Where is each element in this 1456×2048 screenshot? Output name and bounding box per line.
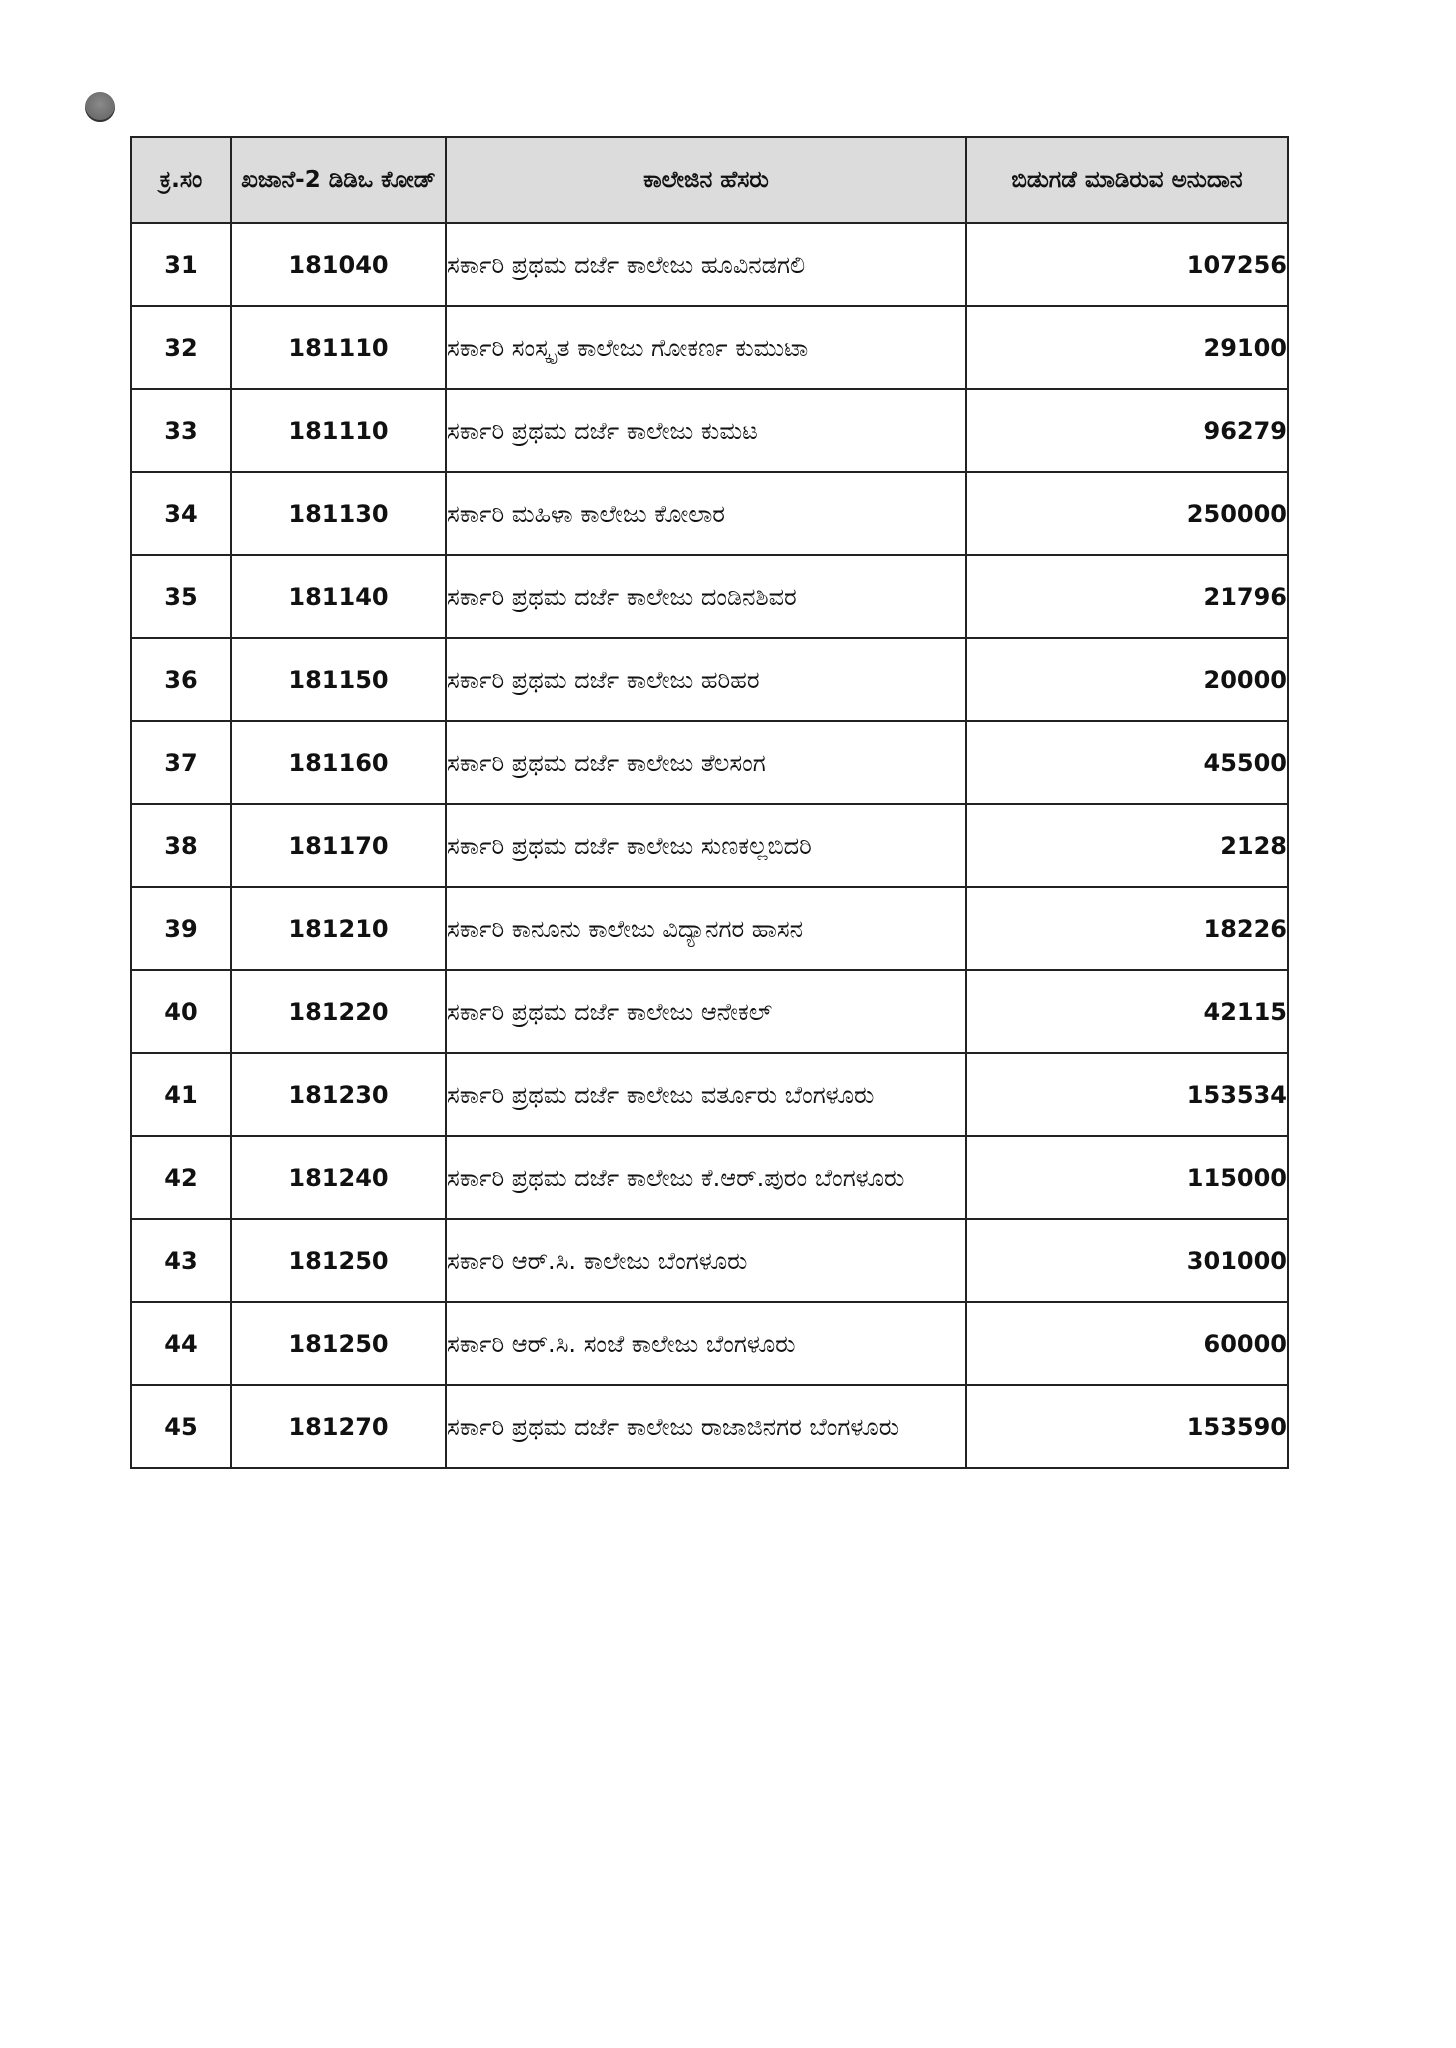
header-sno: ಕ್ರ.ಸಂ <box>131 137 231 223</box>
row-grant-amount: 301000 <box>966 1219 1288 1302</box>
row-college-name: ಸರ್ಕಾರಿ ಆರ್.ಸಿ. ಸಂಜೆ ಕಾಲೇಜು ಬೆಂಗಳೂರು <box>446 1302 966 1385</box>
row-grant-amount: 115000 <box>966 1136 1288 1219</box>
header-grant-amount: ಬಿಡುಗಡೆ ಮಾಡಿರುವ ಅನುದಾನ <box>966 137 1288 223</box>
row-ddo-code: 181240 <box>231 1136 446 1219</box>
row-sno: 37 <box>131 721 231 804</box>
table-header <box>131 137 1288 223</box>
row-college-name: ಸರ್ಕಾರಿ ಪ್ರಥಮ ದರ್ಜೆ ಕಾಲೇಜು ಹರಿಹರ <box>446 638 966 721</box>
header-ddo-code: ಖಜಾನೆ-2 ಡಿಡಿಒ ಕೋಡ್ <box>231 137 446 223</box>
row-sno: 32 <box>131 306 231 389</box>
row-college-name: ಸರ್ಕಾರಿ ಪ್ರಥಮ ದರ್ಜೆ ಕಾಲೇಜು ಹೂವಿನಡಗಲಿ <box>446 223 966 306</box>
table-row <box>131 970 1288 1053</box>
row-sno: 43 <box>131 1219 231 1302</box>
row-grant-amount: 153534 <box>966 1053 1288 1136</box>
row-grant-amount: 107256 <box>966 223 1288 306</box>
row-sno: 31 <box>131 223 231 306</box>
header-college-name: ಕಾಲೇಜಿನ ಹೆಸರು <box>446 137 966 223</box>
row-college-name: ಸರ್ಕಾರಿ ಪ್ರಥಮ ದರ್ಜೆ ಕಾಲೇಜು ದಂಡಿನಶಿವರ <box>446 555 966 638</box>
row-college-name: ಸರ್ಕಾರಿ ಆರ್.ಸಿ. ಕಾಲೇಜು ಬೆಂಗಳೂರು <box>446 1219 966 1302</box>
row-grant-amount: 96279 <box>966 389 1288 472</box>
row-ddo-code: 181040 <box>231 223 446 306</box>
row-college-name: ಸರ್ಕಾರಿ ಪ್ರಥಮ ದರ್ಜೆ ಕಾಲೇಜು ರಾಜಾಜಿನಗರ ಬೆಂಗಳೂರು <box>446 1385 966 1468</box>
table-row <box>131 389 1288 472</box>
row-sno: 38 <box>131 804 231 887</box>
table-row <box>131 804 1288 887</box>
row-ddo-code: 181270 <box>231 1385 446 1468</box>
row-grant-amount: 18226 <box>966 887 1288 970</box>
table-row <box>131 1302 1288 1385</box>
row-grant-amount: 29100 <box>966 306 1288 389</box>
grant-table <box>130 136 1289 1469</box>
row-ddo-code: 181230 <box>231 1053 446 1136</box>
row-grant-amount: 21796 <box>966 555 1288 638</box>
row-ddo-code: 181150 <box>231 638 446 721</box>
row-ddo-code: 181250 <box>231 1302 446 1385</box>
punch-hole-mark <box>85 92 115 122</box>
row-college-name: ಸರ್ಕಾರಿ ಕಾನೂನು ಕಾಲೇಜು ವಿದ್ಯಾನಗರ ಹಾಸನ <box>446 887 966 970</box>
row-sno: 42 <box>131 1136 231 1219</box>
table-row <box>131 721 1288 804</box>
row-college-name: ಸರ್ಕಾರಿ ಪ್ರಥಮ ದರ್ಜೆ ಕಾಲೇಜು ಸುಣಕಲ್ಲಬಿದರಿ <box>446 804 966 887</box>
row-college-name: ಸರ್ಕಾರಿ ಸಂಸ್ಕೃತ ಕಾಲೇಜು ಗೋಕರ್ಣ ಕುಮುಟಾ <box>446 306 966 389</box>
table-row <box>131 1219 1288 1302</box>
table-row <box>131 1053 1288 1136</box>
row-college-name: ಸರ್ಕಾರಿ ಪ್ರಥಮ ದರ್ಜೆ ಕಾಲೇಜು ಆನೇಕಲ್ <box>446 970 966 1053</box>
row-grant-amount: 20000 <box>966 638 1288 721</box>
row-sno: 39 <box>131 887 231 970</box>
table-row <box>131 1385 1288 1468</box>
row-college-name: ಸರ್ಕಾರಿ ಪ್ರಥಮ ದರ್ಜೆ ಕಾಲೇಜು ತೆಲಸಂಗ <box>446 721 966 804</box>
row-college-name: ಸರ್ಕಾರಿ ಪ್ರಥಮ ದರ್ಜೆ ಕಾಲೇಜು ಕುಮಟ <box>446 389 966 472</box>
table-row <box>131 555 1288 638</box>
row-ddo-code: 181110 <box>231 306 446 389</box>
row-sno: 44 <box>131 1302 231 1385</box>
row-grant-amount: 250000 <box>966 472 1288 555</box>
table-row <box>131 306 1288 389</box>
row-grant-amount: 45500 <box>966 721 1288 804</box>
table-row <box>131 887 1288 970</box>
row-college-name: ಸರ್ಕಾರಿ ಮಹಿಳಾ ಕಾಲೇಜು ಕೋಲಾರ <box>446 472 966 555</box>
row-sno: 45 <box>131 1385 231 1468</box>
row-sno: 41 <box>131 1053 231 1136</box>
row-ddo-code: 181130 <box>231 472 446 555</box>
row-grant-amount: 153590 <box>966 1385 1288 1468</box>
row-college-name: ಸರ್ಕಾರಿ ಪ್ರಥಮ ದರ್ಜೆ ಕಾಲೇಜು ಕೆ.ಆರ್.ಪುರಂ ಬೆಂಗಳೂರು <box>446 1136 966 1219</box>
row-grant-amount: 42115 <box>966 970 1288 1053</box>
row-grant-amount: 2128 <box>966 804 1288 887</box>
row-ddo-code: 181160 <box>231 721 446 804</box>
table-row <box>131 638 1288 721</box>
row-ddo-code: 181210 <box>231 887 446 970</box>
row-sno: 40 <box>131 970 231 1053</box>
row-ddo-code: 181250 <box>231 1219 446 1302</box>
table-row <box>131 223 1288 306</box>
row-ddo-code: 181140 <box>231 555 446 638</box>
row-sno: 36 <box>131 638 231 721</box>
row-sno: 35 <box>131 555 231 638</box>
row-sno: 33 <box>131 389 231 472</box>
table-row <box>131 472 1288 555</box>
row-ddo-code: 181110 <box>231 389 446 472</box>
table-body <box>131 223 1288 1468</box>
row-ddo-code: 181220 <box>231 970 446 1053</box>
row-grant-amount: 60000 <box>966 1302 1288 1385</box>
table-row <box>131 1136 1288 1219</box>
row-ddo-code: 181170 <box>231 804 446 887</box>
header-row <box>131 137 1288 223</box>
row-college-name: ಸರ್ಕಾರಿ ಪ್ರಥಮ ದರ್ಜೆ ಕಾಲೇಜು ವರ್ತೂರು ಬೆಂಗಳೂರು <box>446 1053 966 1136</box>
row-sno: 34 <box>131 472 231 555</box>
